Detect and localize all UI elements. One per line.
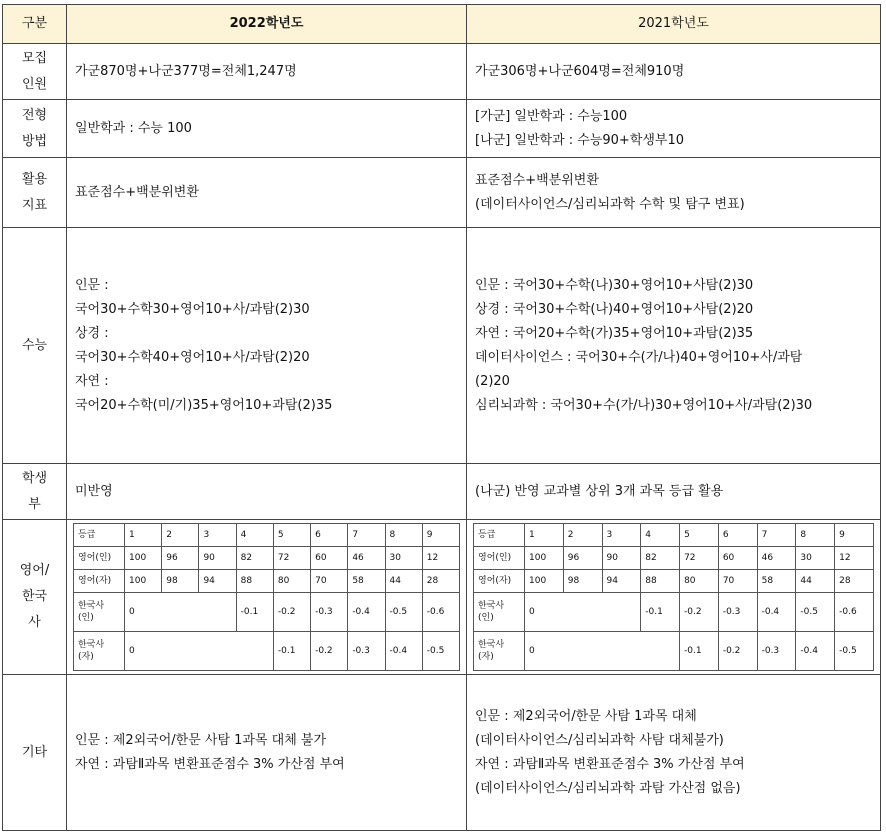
grade-kh-in-row: 한국사 (인) 0 -0.1 -0.2 -0.3 -0.4 -0.5 -0.6 [474,593,874,632]
header-row [3,5,881,44]
etc-2021 [467,675,881,831]
csat-2022-line: 자연 : [75,373,109,389]
row-csat [3,228,881,464]
row-method [3,100,881,158]
grade-eng-ja-row: 영어(자) 100 98 94 88 80 70 58 44 28 [74,570,460,593]
row-record-label: 학생 부 [3,464,67,520]
etc-2022-line: 인문 : 제2외국어/한문 사탐 1과목 대체 불가 [75,732,327,748]
row-index-label: 활용 지표 [3,158,67,228]
csat-2021-line: (2)20 [475,373,510,389]
grade-kh-ja-row: 한국사 (자) 0 -0.1 -0.2 -0.3 -0.4 -0.5 [474,632,874,671]
csat-2022-line: 국어30+수학30+영어10+사/과탐(2)30 [75,301,310,317]
header-2022: 2022학년도 [67,5,467,44]
row-method-label: 전형 방법 [3,100,67,158]
recruit-2022: 가군870명+나군377명=전체1,247명 [67,44,467,100]
csat-2021-line: 상경 : 국어30+수학(나)40+영어10+사탐(2)20 [475,301,754,317]
etc-2021-line: 자연 : 과탐Ⅱ과목 변환표준점수 3% 가산점 부여 [475,756,745,772]
method-2021: [가군] 일반학과 : 수능100 [나군] 일반학과 : 수능90+학생부10 [467,100,881,158]
csat-2022-line: 인문 : [75,277,109,293]
index-2021: 표준점수+백분위변환 (데이터사이언스/심리뇌과학 수학 및 탐구 변표) [467,158,881,228]
grade-table-2021 [473,523,874,671]
etc-2021-line: (데이터사이언스/심리뇌과학 사탐 대체불가) [475,732,724,748]
csat-2021 [467,228,881,464]
grade-header-row: 등급 1 2 3 4 5 6 7 8 9 [74,524,460,547]
csat-2022-line: 국어30+수학40+영어10+사/과탐(2)20 [75,349,310,365]
admission-comparison-document [2,4,880,831]
csat-2022 [67,228,467,464]
grade-header-row: 등급 1 2 3 4 5 6 7 8 9 [474,524,874,547]
etc-2021-line: (데이터사이언스/심리뇌과학 과탐 가산점 없음) [475,780,741,796]
etc-2021-line: 인문 : 제2외국어/한문 사탐 1과목 대체 [475,708,697,724]
grade-kh-in-row: 한국사 (인) 0 -0.1 -0.2 -0.3 -0.4 -0.5 -0.6 [74,593,460,632]
grade-table-2022 [73,523,460,671]
row-record [3,464,881,520]
etc-2022 [67,675,467,831]
record-2022: 미반영 [67,464,467,520]
record-2021: (나군) 반영 교과별 상위 3개 과목 등급 활용 [467,464,881,520]
csat-2022-line: 국어20+수학(미/기)35+영어10+과탐(2)35 [75,397,333,413]
csat-2021-line: 데이터사이언스 : 국어30+수(가/나)40+영어10+사/과탐 [475,349,803,365]
method-2022: 일반학과 : 수능 100 [67,100,467,158]
index-2022: 표준점수+백분위변환 [67,158,467,228]
csat-2021-line: 심리뇌과학 : 국어30+수(가/나)30+영어10+사/과탐(2)30 [475,397,813,413]
grade-eng-ja-row: 영어(자) 100 98 94 88 80 70 58 44 28 [474,570,874,593]
row-etc [3,675,881,831]
etc-2022-line: 자연 : 과탐Ⅱ과목 변환표준점수 3% 가산점 부여 [75,756,345,772]
row-english-label: 영어/ 한국 사 [3,520,67,675]
csat-2022-line: 상경 : [75,325,109,341]
grade-2021-cell [467,520,881,675]
grade-eng-in-row: 영어(인) 100 96 90 82 72 60 46 30 12 [474,547,874,570]
header-category: 구분 [3,5,67,44]
row-recruit-label: 모집 인원 [3,44,67,100]
recruit-2021: 가군306명+나군604명=전체910명 [467,44,881,100]
row-recruit [3,44,881,100]
grade-eng-in-row: 영어(인) 100 96 90 82 72 60 46 30 12 [74,547,460,570]
grade-kh-ja-row: 한국사 (자) 0 -0.1 -0.2 -0.3 -0.4 -0.5 [74,632,460,671]
grade-2022-cell [67,520,467,675]
row-index [3,158,881,228]
csat-2021-line: 자연 : 국어20+수학(가)35+영어10+과탐(2)35 [475,325,754,341]
row-csat-label: 수능 [3,228,67,464]
comparison-table [2,4,881,831]
csat-2021-line: 인문 : 국어30+수학(나)30+영어10+사탐(2)30 [475,277,754,293]
header-2021: 2021학년도 [467,5,881,44]
row-english [3,520,881,675]
row-etc-label: 기타 [3,675,67,831]
